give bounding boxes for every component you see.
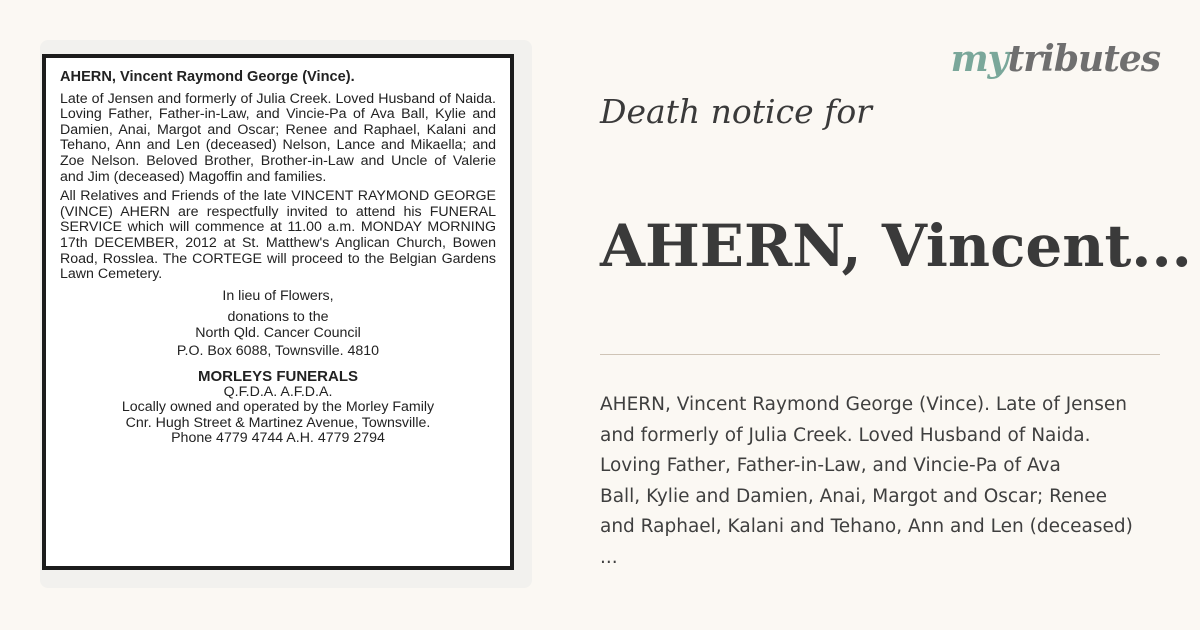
- logo-part-tributes: tributes: [1007, 38, 1160, 80]
- clipping-paragraph-2: All Relatives and Friends of the late VINCENT RAYMOND GEORGE (VINCE) AHERN are respectfully invited to attend his FUNERAL SERVICE which will commence at 11.00 a.m. MONDAY MORNING 17th DECEMBER, 2012 at St. Matthew's Anglican Church, Bowen Road, Rosslea. The CORTEGE will proceed to the Belgian Gardens Lawn Cemetery.: [60, 188, 496, 283]
- section-divider: [600, 354, 1160, 355]
- summary-line: and formerly of Julia Creek. Loved Husband of Naida.: [600, 424, 1091, 446]
- death-notice-label: Death notice for: [600, 92, 872, 131]
- funeral-home-line: Locally owned and operated by the Morley Family: [121, 399, 435, 416]
- clipping-heading: AHERN, Vincent Raymond George (Vince).: [60, 69, 355, 85]
- summary-line: Loving Father, Father-in-Law, and Vincie-Pa of Ava: [600, 455, 1061, 476]
- lieu-line: North Qld. Cancer Council: [195, 324, 361, 341]
- funeral-home-line: Q.F.D.A. A.F.D.A.: [223, 383, 333, 400]
- deceased-name-title: AHERN, Vincent...: [600, 212, 1192, 280]
- funeral-home-line: Cnr. Hugh Street & Martinez Avenue, Townsville.: [125, 414, 431, 431]
- funeral-home-line: Phone 4779 4744 A.H. 4779 2794: [171, 430, 385, 447]
- notice-clipping-image: [40, 40, 532, 588]
- lieu-line: donations to the: [227, 309, 329, 326]
- summary-line: Ball, Kylie and Damien, Anai, Margot and Oscar; Renee: [600, 485, 1108, 507]
- summary-line: AHERN, Vincent Raymond George (Vince). Late of Jensen: [600, 394, 1128, 415]
- lieu-line: In lieu of Flowers,: [222, 287, 334, 304]
- notice-summary: [600, 390, 1190, 573]
- summary-line: ...: [600, 546, 618, 568]
- mytributes-logo: [951, 38, 1160, 80]
- newspaper-notice: [42, 54, 514, 570]
- logo-part-my: my: [950, 38, 1008, 80]
- funeral-home-name: MORLEYS FUNERALS: [197, 368, 358, 386]
- lieu-of-flowers-block: [60, 289, 496, 359]
- summary-line: and Raphael, Kalani and Tehano, Ann and Len (deceased): [600, 516, 1133, 537]
- clipping-paragraph-1: Late of Jensen and formerly of Julia Creek. Loved Husband of Naida. Loving Father, Father-in-Law, and Vincie-Pa of Ava Ball, Kylie and Damien, Anai, Margot and Oscar; Renee and Raphael, Kalani and Tehano, Ann and Len (deceased) Nelson, Lance and Mikaella; and Zoe Nelson. Beloved Brother, Brother-in-Law and Uncle of Valerie and Jim (deceased) Magoffin and families.: [60, 90, 496, 185]
- lieu-line: P.O. Box 6088, Townsville. 4810: [176, 342, 380, 359]
